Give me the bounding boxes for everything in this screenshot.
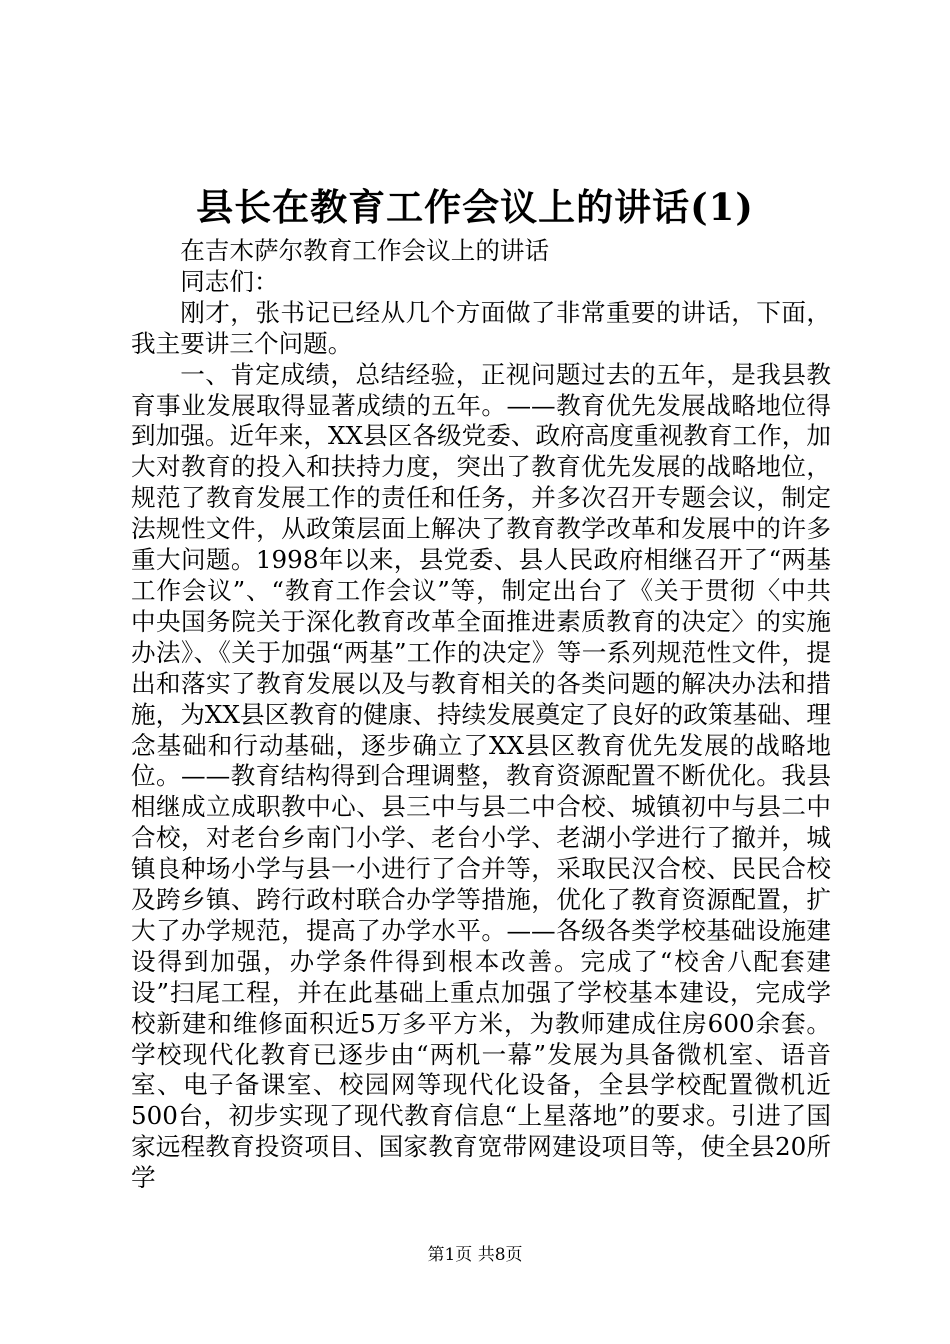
document-title: 县长在教育工作会议上的讲话(1) <box>196 185 754 229</box>
body-paragraph: 刚才，张书记已经从几个方面做了非常重要的讲话，下面，我主要讲三个问题。 <box>131 297 831 358</box>
page-number: 第1页 共8页 <box>427 1245 523 1265</box>
speech-heading: 在吉木萨尔教育工作会议上的讲话 <box>180 236 550 265</box>
body-paragraph: 一、肯定成绩，总结经验，正视问题过去的五年，是我县教育事业发展取得显著成绩的五年。——教育优先发展战略地位得到加强。近年来，XX县区各级党委、政府高度重视教育工作，加大对教育的投入和扶持力度，突出了教育优先发展的战略地位，规范了教育发展工作的责任和任务，并多次召开专题会议，制定法规性文件，从政策层面上解决了教育教学改革和发展中的许多重大问题。1998年以来，县党委、县人民政府相继召开了“两基工作会议”、“教育工作会议”等，制定出台了《关于贯彻〈中共中央国务院关于深化教育改革全面推进素质教育的决定〉的实施办法》、《关于加强“两基”工作的决定》等一系列规范性文件，提出和落实了教育发展以及与教育相关的各类问题的解决办法和措施，为XX县区教育的健康、持续发展奠定了良好的政策基础、理念基础和行动基础，逐步确立了XX县区教育优先发展的战略地位。——教育结构得到合理调整，教育资源配置不断优化。我县相继成立成职教中心、县三中与县二中合校、城镇初中与县二中合校，对老台乡南门小学、老台小学、老湖小学进行了撤并，城镇良种场小学与县一小进行了合并等，采取民汉合校、民民合校及跨乡镇、跨行政村联合办学等措施，优化了教育资源配置，扩大了办学规范，提高了办学水平。——各级各类学校基础设施建设得到加强，办学条件得到根本改善。完成了“校舍八配套建设”扫尾工程，并在此基础上重点加强了学校基本建设，完成学校新建和维修面积近5万多平方米，为教师建成住房600余套。学校现代化教育已逐步由“两机一幕”发展为具备微机室、语音室、电子备课室、校园网等现代化设备，全县学校配置微机近500台，初步实现了现代教育信息“上星落地”的要求。引进了国家远程教育投资项目、国家教育宽带网建设项目等，使全县20所学 <box>131 359 831 1193</box>
document-body <box>131 236 831 1194</box>
salutation: 同志们： <box>180 266 279 296</box>
